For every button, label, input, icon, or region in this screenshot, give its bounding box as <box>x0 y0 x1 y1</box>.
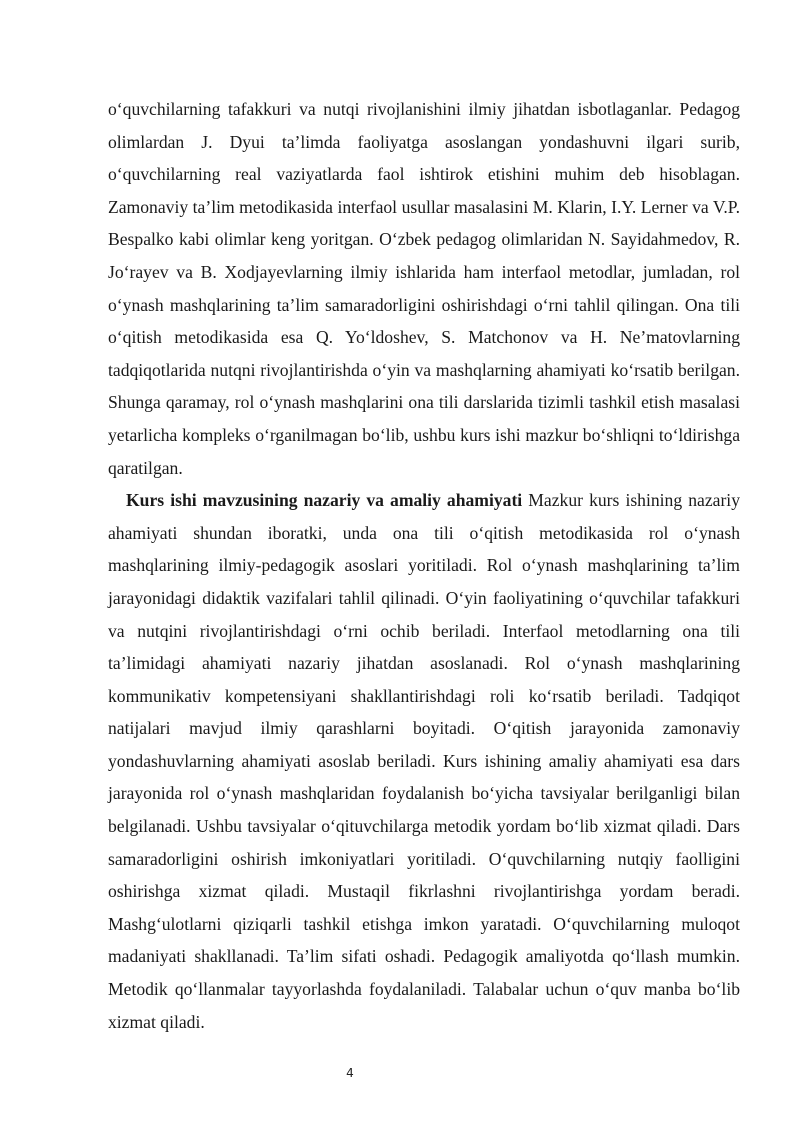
paragraph-2-body: Mazkur kurs ishining nazariy ahamiyati shundan iboratki, unda ona tili o‘qitish metodikasida rol o‘ynash mashqlarining ilmiy-pedagogik asoslari yoritiladi. Rol o‘ynash mashqlarining ta’lim jarayonidagi didaktik vazifalari tahlil qilinadi. O‘yin faoliyatining o‘quvchilar tafakkuri va nutqini rivojlantirishdagi o‘rni ochib beriladi. Interfaol metodlarning ona tili ta’limidagi ahamiyati nazariy jihatdan asoslanadi. Rol o‘ynash mashqlarining kommunikativ kompetensiyani shakllantirishdagi roli ko‘rsatib beriladi. Tadqiqot natijalari mavjud ilmiy qarashlarni boyitadi. O‘qitish jarayonida zamonaviy yondashuvlarning ahamiyati asoslab beriladi. Kurs ishining amaliy ahamiyati esa dars jarayonida rol o‘ynash mashqlaridan foydalanish bo‘yicha tavsiyalar berilganligi bilan belgilanadi. Ushbu tavsiyalar o‘qituvchilarga metodik yordam bo‘lib xizmat qiladi. Dars samaradorligini oshirish imkoniyatlari yoritiladi. O‘quvchilarning nutqiy faolligini oshirishga xizmat qiladi. Mustaqil fikrlashni rivojlantirishga yordam beradi. Mashg‘ulotlarni qiziqarli tashkil etishga imkon yaratadi. O‘quvchilarning muloqot madaniyati shakllanadi. Ta’lim sifati oshadi. Pedagogik amaliyotda qo‘llash mumkin. Metodik qo‘llanmalar tayyorlashda foydalaniladi. Talabalar uchun o‘quv manba bo‘lib xizmat qiladi. <box>108 490 740 1032</box>
page-number: 4 <box>346 1066 354 1080</box>
section-heading: Kurs ishi mavzusining nazariy va amaliy ahamiyati <box>126 490 523 511</box>
paragraph-1: o‘quvchilarning tafakkuri va nutqi rivojlanishini ilmiy jihatdan isbotlaganlar. Pedagog olimlardan J. Dyui ta’limda faoliyatga asoslangan yondashuvni ilgari surib, o‘quvchilarning real vaziyatlarda faol ishtirok etishini muhim deb hisoblagan. Zamonaviy ta’lim metodikasida interfaol usullar masalasini M. Klarin, I.Y. Lerner va V.P. Bespalko kabi olimlar keng yoritgan. O‘zbek pedagog olimlaridan N. Sayidahmedov, R. Jo‘rayev va B. Xodjayevlarning ilmiy ishlarida ham interfaol metodlar, jumladan, rol o‘ynash mashqlarining ta’lim samaradorligini oshirishdagi o‘rni tahlil qilingan. Ona tili o‘qitish metodikasida esa Q. Yo‘ldoshev, S. Matchonov va H. Ne’matovlarning tadqiqotlarida nutqni rivojlantirishda o‘yin va mashqlarning ahamiyati ko‘rsatib berilgan. Shunga qaramay, rol o‘ynash mashqlarini ona tili darslarida tizimli tashkil etish masalasi yetarlicha kompleks o‘rganilmagan bo‘lib, ushbu kurs ishi mazkur bo‘shliqni to‘ldirishga qaratilgan. <box>108 99 740 478</box>
paragraph-2 <box>108 484 740 1038</box>
body-text <box>108 93 740 1038</box>
